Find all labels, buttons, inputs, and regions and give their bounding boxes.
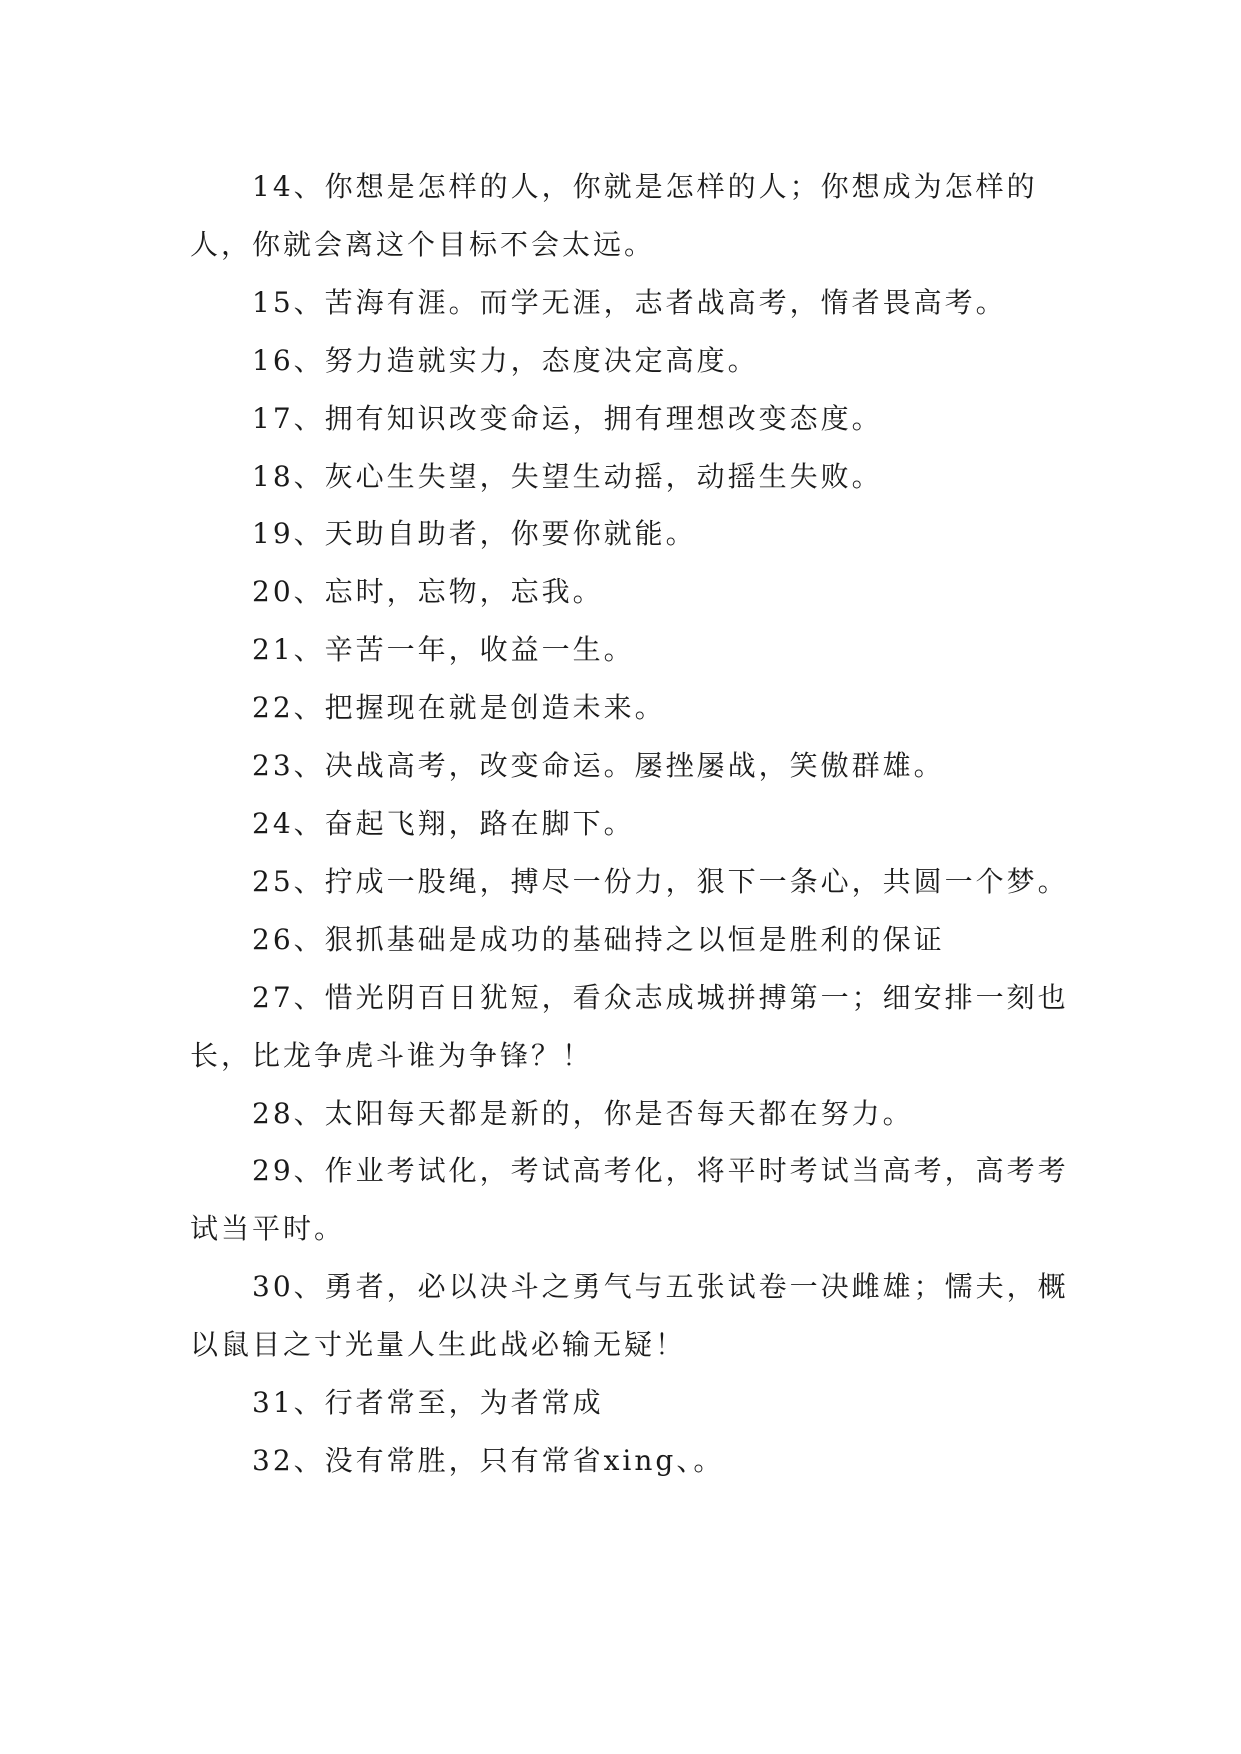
quote-paragraph: 26、狠抓基础是成功的基础持之以恒是胜利的保证 [252,922,945,956]
quote-paragraph: 29、作业考试化，考试高考化，将平时考试当高考，高考考试当平时。 [190,1154,1069,1246]
quote-paragraph: 14、你想是怎样的人，你就是怎样的人；你想成为怎样的人，你就会离这个目标不会太远。 [190,170,1038,261]
quote-paragraph: 22、把握现在就是创造未来。 [252,691,666,725]
quote-paragraph: 20、忘时，忘物，忘我。 [252,575,604,609]
quote-paragraph: 24、奋起飞翔，路在脚下。 [252,806,635,840]
quote-paragraph: 15、苦海有涯。而学无涯，志者战高考，惰者畏高考。 [252,285,1007,319]
quote-paragraph: 23、决战高考，改变命运。屡挫屡战，笑傲群雄。 [252,749,945,783]
quote-paragraph: 28、太阳每天都是新的，你是否每天都在努力。 [252,1096,914,1130]
quote-paragraph: 31、行者常至，为者常成 [252,1386,604,1420]
quote-paragraph: 16、努力造就实力，态度决定高度。 [252,343,759,377]
quote-paragraph: 18、灰心生失望，失望生动摇，动摇生失败。 [252,459,883,493]
quote-paragraph: 32、没有常胜，只有常省xing、。 [252,1443,725,1477]
quote-paragraph: 27、惜光阴百日犹短，看众志成城拼搏第一；细安排一刻也长，比龙争虎斗谁为争锋？！ [190,980,1069,1072]
quote-paragraph: 19、天助自助者，你要你就能。 [252,517,697,551]
quote-paragraph: 25、拧成一股绳，搏尽一份力，狠下一条心，共圆一个梦。 [252,864,1069,898]
quote-paragraph: 21、辛苦一年，收益一生。 [252,633,635,667]
quote-paragraph: 30、勇者，必以决斗之勇气与五张试卷一决雌雄；懦夫，概以鼠目之寸光量人生此战必输无疑！ [190,1270,1069,1362]
quote-list [190,158,1070,1490]
quote-paragraph: 17、拥有知识改变命运，拥有理想改变态度。 [252,401,883,435]
